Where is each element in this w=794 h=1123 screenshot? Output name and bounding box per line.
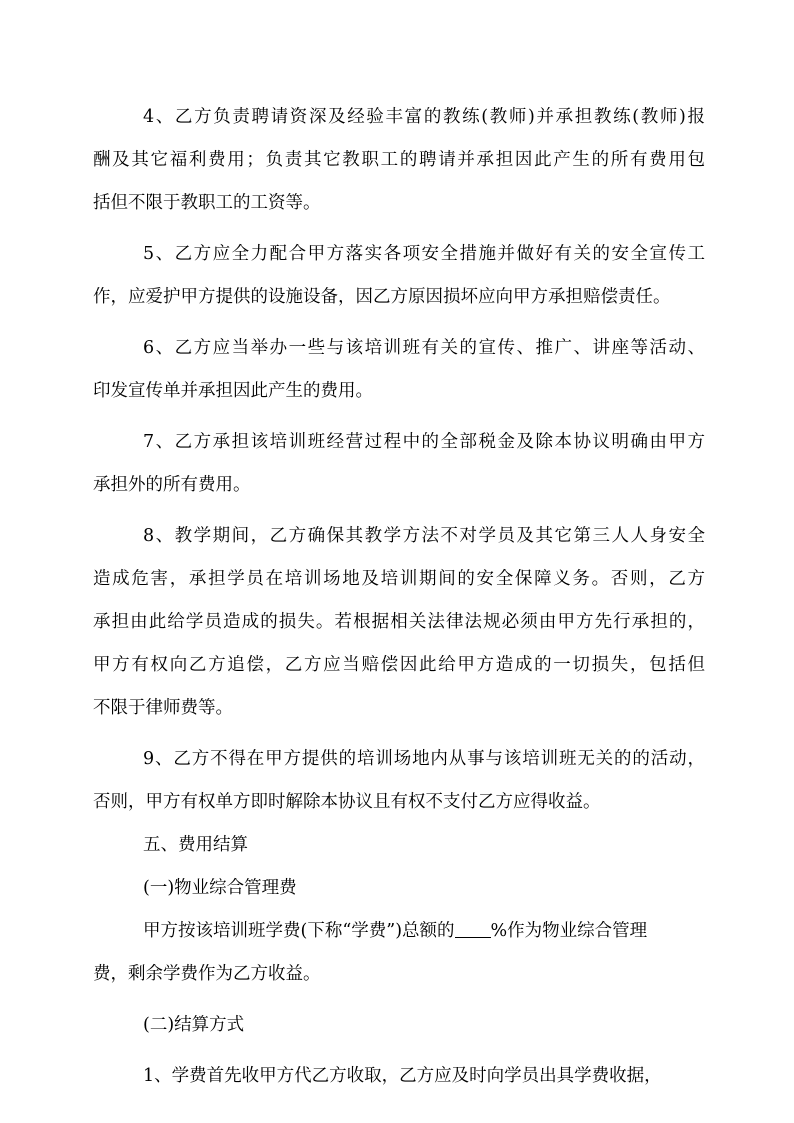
- text-line: 9、乙方不得在甲方提供的培训场地内从事与该培训班无关的的活动，: [143, 749, 705, 769]
- text-line: 否则，甲方有权单方即时解除本协议且有权不支付乙方应得收益。: [93, 792, 601, 812]
- text-line: 1、学费首先收甲方代乙方收取，乙方应及时向学员出具学费收据，: [143, 1066, 662, 1086]
- text-line: 8、教学期间，乙方确保其教学方法不对学员及其它第三人人身安全: [143, 526, 705, 546]
- text-line: 5、乙方应全力配合甲方落实各项安全措施并做好有关的安全宣传工: [143, 244, 705, 264]
- clause-5: [93, 233, 705, 319]
- text-line: 印发宣传单并承担因此产生的费用。: [93, 381, 373, 401]
- fee-text-before: 甲方按该培训班学费(下称“学费”)总额的: [143, 921, 455, 941]
- section-heading: 五、费用结算: [143, 835, 248, 855]
- clause-8: [93, 515, 705, 730]
- text-line: 费，剩余学费作为乙方收益。: [93, 964, 321, 984]
- fee-percent-blank[interactable]: [455, 921, 491, 938]
- text-line: 6、乙方应当举办一些与该培训班有关的宣传、推广、讲座等活动、: [143, 338, 705, 358]
- text-line: 造成危害，承担学员在培训场地及培训期间的安全保障义务。否则，乙方: [93, 569, 705, 589]
- text-line: 承担由此给学员造成的损失。若根据相关法律法规必须由甲方先行承担的，: [93, 612, 705, 632]
- document-body: [93, 96, 705, 1098]
- clause-7: [93, 421, 705, 507]
- text-line: 甲方有权向乙方追偿，乙方应当赔偿因此给甲方造成的一切损失，包括但: [93, 655, 705, 675]
- subsection-heading: (二)结算方式: [143, 1015, 245, 1035]
- text-line: 4、乙方负责聘请资深及经验丰富的教练(教师)并承担教练(教师)报: [143, 107, 705, 127]
- fee-paragraph: [93, 910, 705, 996]
- text-line: [93, 910, 705, 953]
- clause-6: [93, 327, 705, 413]
- subsection-heading: (一)物业综合管理费: [143, 878, 297, 898]
- text-line: 承担外的所有费用。: [93, 475, 251, 495]
- text-line: 酬及其它福利费用；负责其它教职工的聘请并承担因此产生的所有费用包: [93, 150, 705, 170]
- text-line: 7、乙方承担该培训班经营过程中的全部税金及除本协议明确由甲方: [143, 432, 705, 452]
- clause-9: [93, 738, 705, 824]
- fee-text-after: %作为物业综合管理: [490, 921, 648, 941]
- clause-4: [93, 96, 705, 225]
- text-line: 括但不限于教职工的工资等。: [93, 193, 321, 213]
- text-line: 作，应爱护甲方提供的设施设备，因乙方原因损坏应向甲方承担赔偿责任。: [93, 287, 671, 307]
- text-line: 不限于律师费等。: [93, 698, 233, 718]
